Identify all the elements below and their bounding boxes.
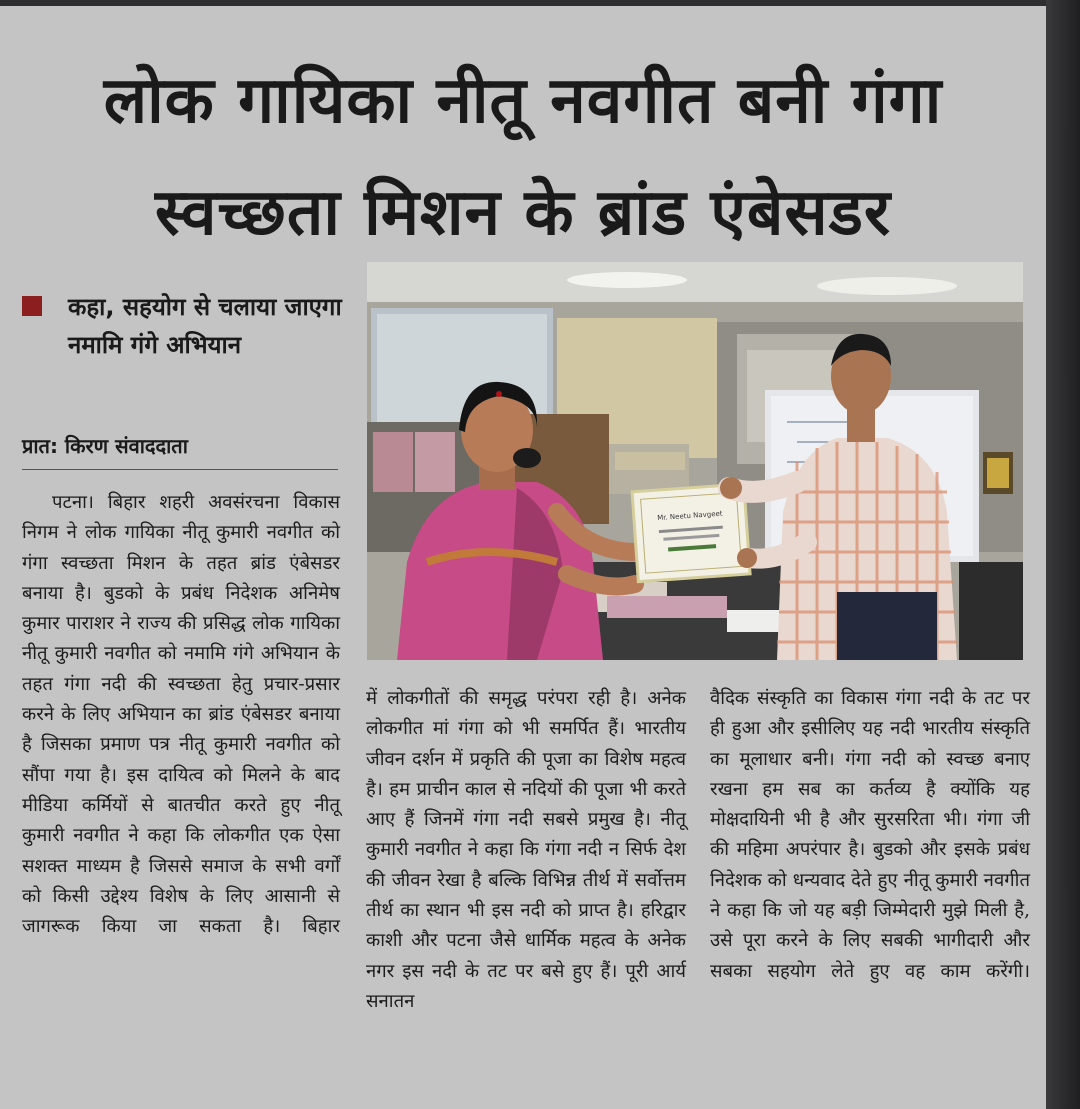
article-column-3: [710, 684, 1030, 987]
headline-line-2: स्वच्छता मिशन के ब्रांड एंबेसडर: [154, 176, 892, 250]
headline-line-1: लोक गायिका नीतू नवगीत बनी गंगा: [103, 64, 943, 138]
article-column-2: [366, 684, 686, 1017]
square-bullet-icon: [22, 296, 42, 316]
newspaper-clipping: [0, 6, 1046, 1109]
article-paragraph: में लोकगीतों की समृद्ध परंपरा रही है। अनेक लोकगीत मां गंगा को भी समर्पित हैं। भारतीय जीवन दर्शन में प्रकृति की पूजा का विशेष महत्व है। हम प्राचीन काल से नदियों की पूजा भी करते आए हैं जिनमें गंगा नदी सबसे प्रमुख है। नीतू कुमारी नवगीत ने कहा कि गंगा नदी न सिर्फ देश की जीवन रेखा है बल्कि विभिन्न तीर्थ में सर्वोत्तम तीर्थ का स्थान भी इस नदी को प्राप्त है। हरिद्वार काशी और पटना जैसे धार्मिक महत्व के अनेक नगर इस नदी के तट पर बसे हुए हैं। पूरी आर्य सनातन: [366, 688, 686, 1012]
article-column-1: [22, 488, 340, 942]
article-paragraph: वैदिक संस्कृति का विकास गंगा नदी के तट पर ही हुआ और इसीलिए यह नदी भारतीय संस्कृति का मूलाधार बनी। गंगा नदी को स्वच्छ बनाए रखना हम सब का कर्तव्य है क्योंकि यह मोक्षदायिनी भी है और सुरसरिता भी। गंगा जी की महिमा अपरंपार है। बुडको और इसके प्रबंध निदेशक को धन्यवाद देते हुए नीतू कुमारी नवगीत ने कहा कि जो यह बड़ी जिम्मेदारी मुझे मिली है, उसे पूरा करने के लिए सबकी भागीदारी और सबका सहयोग लेते हुए वह काम करेंगी।: [710, 688, 1030, 982]
news-photo: [367, 262, 1023, 660]
article-paragraph: पटना। बिहार शहरी अवसंरचना विकास निगम ने लोक गायिका नीतू कुमारी नवगीत को गंगा स्वच्छता मिशन के तहत ब्रांड एंबेसडर बनाया है। बुडको के प्रबंध निदेशक अनिमेष कुमार पाराशर ने राज्य की प्रसिद्ध लोक गायिका नीतू कुमारी नवगीत को नमामि गंगे अभियान के तहत गंगा नदी की स्वच्छता हेतु प्रचार-प्रसार करने के लिए अभियान का ब्रांड एंबेसडर बनाया है जिसका प्रमाण पत्र नीतू कुमारी नवगीत को सौंपा गया है। इस दायित्व को मिलने के बाद मीडिया कर्मियों से बातचीत करते हुए नीतू कुमारी नवगीत ने कहा कि लोकगीत एक ऐसा सशक्त माध्यम है जिससे समाज के सभी वर्गों को किसी उद्देश्य विशेष के लिए आसानी से जागरूक किया जा सकता है। बिहार: [22, 492, 340, 938]
byline: प्रात: किरण संवाददाता: [22, 432, 338, 470]
certificate-heading: Mr. Neetu Navgeet: [656, 509, 723, 523]
page-edge-shadow: [1046, 0, 1080, 1109]
deck-text: कहा, सहयोग से चलाया जाएगा नमामि गंगे अभियान: [68, 293, 342, 359]
